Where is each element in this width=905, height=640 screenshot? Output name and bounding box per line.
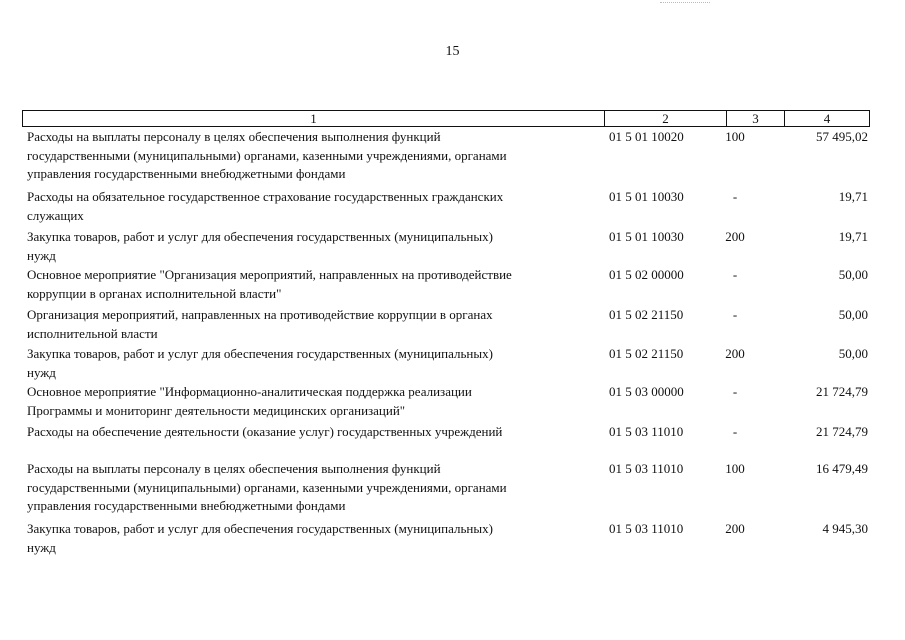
row-description: Закупка товаров, работ и услуг для обеспечения государственных (муниципальных) нужд [27,229,493,263]
row-code: 01 5 03 11010 [609,521,684,536]
row-expense-type: - [732,384,738,399]
row-expense-type: - [732,189,738,204]
row-code: 01 5 01 10030 [609,189,684,204]
row-expense-type: 200 [725,346,745,361]
header-col-2: 2 [605,111,727,126]
row-expense-type: - [732,307,738,322]
table-header [22,110,870,127]
row-expense-type: - [732,267,738,282]
row-code: 01 5 02 21150 [609,346,684,361]
row-description: Организация мероприятий, направленных на противодействие коррупции в органах исполнительной власти [27,307,493,341]
row-expense-type: 200 [725,521,745,536]
row-amount: 50,00 [838,346,868,361]
row-amount: 19,71 [838,189,868,204]
header-col-3: 3 [727,111,785,126]
header-col-4: 4 [823,111,831,126]
row-amount: 50,00 [838,307,868,322]
row-amount: 4 945,30 [822,521,868,536]
row-amount: 19,71 [838,229,868,244]
row-code: 01 5 01 10030 [609,229,684,244]
row-description: Расходы на выплаты персоналу в целях обеспечения выполнения функций государственными (муниципальными) органами, казенными учреждениями, органами управления государственными внебюджетными фондами [27,129,507,181]
row-amount: 21 724,79 [816,424,868,439]
row-expense-type: - [732,424,738,439]
row-amount: 21 724,79 [816,384,868,399]
row-description: Основное мероприятие "Информационно-аналитическая поддержка реализации Программы и мониторинг деятельности медицинских организаций" [27,384,472,418]
row-description: Расходы на обязательное государственное страхование государственных гражданских служащих [27,189,504,223]
row-code: 01 5 03 11010 [609,424,684,439]
scan-mark [660,2,710,5]
row-description: Расходы на обеспечение деятельности (оказание услуг) государственных учреждений [27,424,503,439]
row-amount: 16 479,49 [816,461,868,476]
row-description: Расходы на выплаты персоналу в целях обеспечения выполнения функций государственными (муниципальными) органами, казенными учреждениями, органами управления государственными внебюджетными фондами [27,461,507,513]
row-code: 01 5 03 00000 [609,384,684,399]
row-description: Закупка товаров, работ и услуг для обеспечения государственных (муниципальных) нужд [27,521,493,555]
row-expense-type: 100 [725,461,745,476]
row-description: Закупка товаров, работ и услуг для обеспечения государственных (муниципальных) нужд [27,346,493,380]
row-amount: 50,00 [838,267,868,282]
page-number: 15 [445,44,460,59]
header-col-1: 1 [23,111,605,126]
row-description: Основное мероприятие "Организация мероприятий, направленных на противодействие коррупции в органах исполнительной власти" [27,267,512,301]
row-expense-type: 200 [725,229,745,244]
row-expense-type: 100 [725,129,745,144]
row-code: 01 5 01 10020 [609,129,684,144]
row-code: 01 5 02 21150 [609,307,684,322]
row-code: 01 5 02 00000 [609,267,684,282]
row-code: 01 5 03 11010 [609,461,684,476]
row-amount: 57 495,02 [816,129,868,144]
